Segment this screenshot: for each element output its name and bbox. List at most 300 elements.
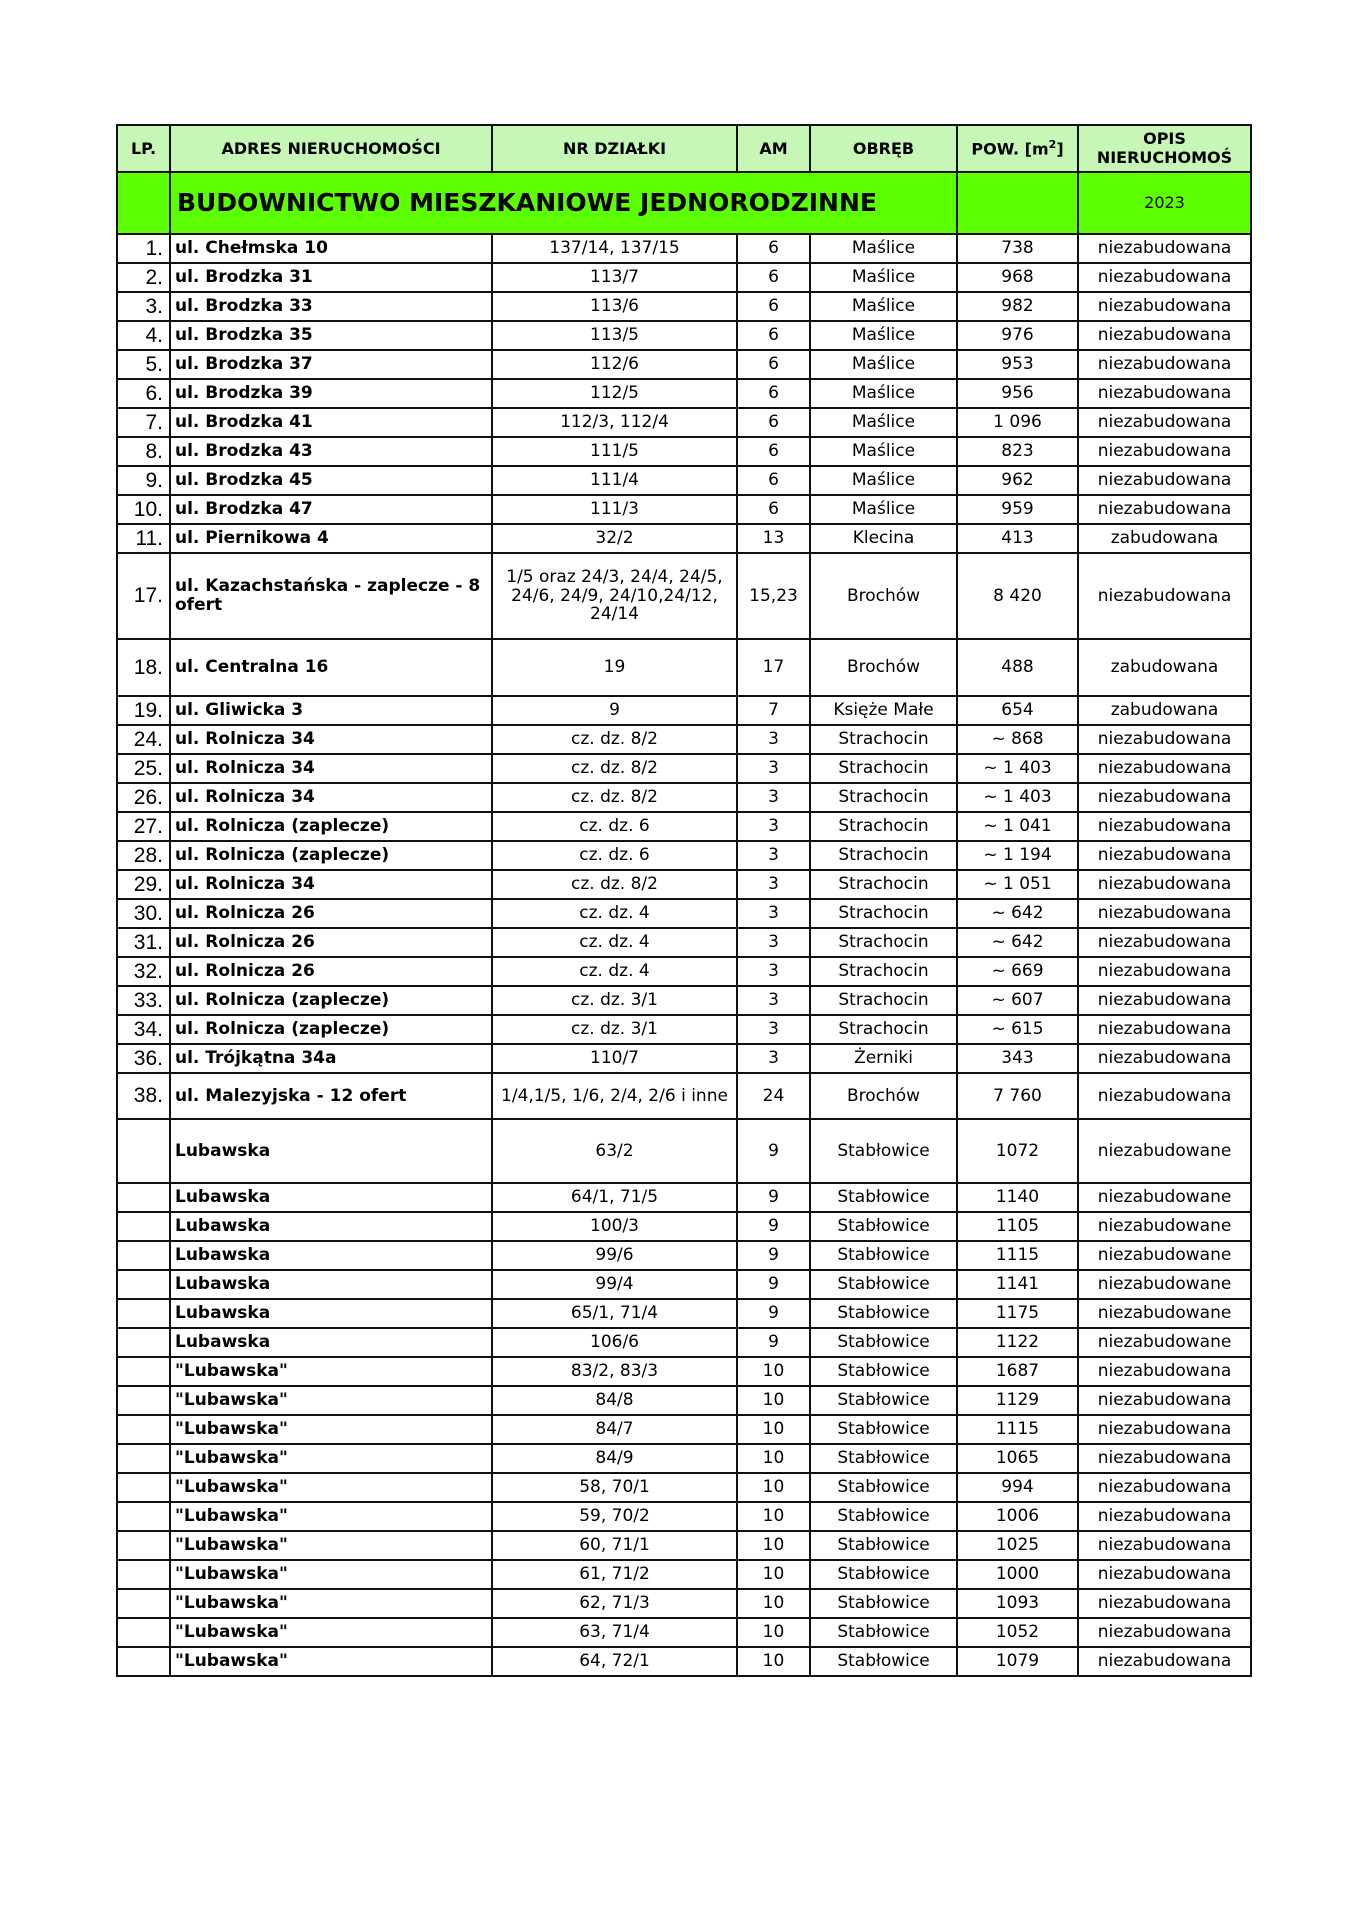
table-row (117, 1502, 1251, 1531)
row-obreb: Maślice (810, 495, 957, 524)
row-am: 3 (737, 986, 810, 1015)
row-opis: niezabudowana (1078, 812, 1251, 841)
row-dzialka: cz. dz. 6 (492, 841, 737, 870)
row-pow: 956 (957, 379, 1078, 408)
row-obreb: Stabłowice (810, 1560, 957, 1589)
row-lp: 32. (117, 957, 170, 986)
row-adres: ul. Rolnicza (zaplecze) (170, 986, 492, 1015)
row-lp (117, 1415, 170, 1444)
section-title: BUDOWNICTWO MIESZKANIOWE JEDNORODZINNE (170, 172, 957, 234)
row-pow: 1025 (957, 1531, 1078, 1560)
row-pow: ~ 1 403 (957, 754, 1078, 783)
row-pow: ~ 642 (957, 899, 1078, 928)
row-dzialka: 84/9 (492, 1444, 737, 1473)
row-pow: ~ 669 (957, 957, 1078, 986)
table-row (117, 754, 1251, 783)
row-lp: 29. (117, 870, 170, 899)
table-row (117, 639, 1251, 696)
row-obreb: Strachocin (810, 812, 957, 841)
row-lp (117, 1531, 170, 1560)
row-dzialka: cz. dz. 3/1 (492, 986, 737, 1015)
row-dzialka: 62, 71/3 (492, 1589, 737, 1618)
row-am: 17 (737, 639, 810, 696)
row-pow: 1115 (957, 1241, 1078, 1270)
table-header-row (117, 125, 1251, 172)
row-dzialka: 58, 70/1 (492, 1473, 737, 1502)
table-row (117, 841, 1251, 870)
row-am: 6 (737, 350, 810, 379)
row-obreb: Księże Małe (810, 696, 957, 725)
row-adres: Lubawska (170, 1212, 492, 1241)
table-row (117, 1531, 1251, 1560)
row-dzialka: cz. dz. 4 (492, 899, 737, 928)
row-obreb: Brochów (810, 1073, 957, 1119)
row-obreb: Maślice (810, 234, 957, 263)
row-lp (117, 1473, 170, 1502)
row-opis: niezabudowane (1078, 1270, 1251, 1299)
row-dzialka: 137/14, 137/15 (492, 234, 737, 263)
row-adres: "Lubawska" (170, 1357, 492, 1386)
row-pow: 1 096 (957, 408, 1078, 437)
row-lp (117, 1386, 170, 1415)
row-opis: zabudowana (1078, 639, 1251, 696)
table-row (117, 1647, 1251, 1676)
row-dzialka: cz. dz. 8/2 (492, 783, 737, 812)
row-adres: ul. Brodzka 45 (170, 466, 492, 495)
header-pow-sup: 2 (1048, 138, 1057, 152)
row-adres: ul. Brodzka 41 (170, 408, 492, 437)
row-lp: 31. (117, 928, 170, 957)
table-row (117, 408, 1251, 437)
row-lp: 24. (117, 725, 170, 754)
row-obreb: Stabłowice (810, 1386, 957, 1415)
row-adres: ul. Rolnicza 26 (170, 899, 492, 928)
row-am: 3 (737, 1044, 810, 1073)
row-dzialka: 113/7 (492, 263, 737, 292)
row-lp: 28. (117, 841, 170, 870)
row-dzialka: 112/5 (492, 379, 737, 408)
row-obreb: Stabłowice (810, 1241, 957, 1270)
row-adres: ul. Gliwicka 3 (170, 696, 492, 725)
row-obreb: Strachocin (810, 841, 957, 870)
header-pow-close: ] (1056, 139, 1064, 159)
row-pow: 8 420 (957, 553, 1078, 639)
header-am: AM (737, 125, 810, 172)
row-adres: Lubawska (170, 1270, 492, 1299)
row-dzialka: cz. dz. 4 (492, 928, 737, 957)
row-lp: 2. (117, 263, 170, 292)
table-row (117, 1015, 1251, 1044)
row-adres: ul. Rolnicza (zaplecze) (170, 812, 492, 841)
row-obreb: Strachocin (810, 928, 957, 957)
row-obreb: Strachocin (810, 725, 957, 754)
row-adres: "Lubawska" (170, 1531, 492, 1560)
row-am: 6 (737, 263, 810, 292)
row-opis: niezabudowana (1078, 1386, 1251, 1415)
row-adres: "Lubawska" (170, 1589, 492, 1618)
row-dzialka: 113/6 (492, 292, 737, 321)
row-dzialka: 59, 70/2 (492, 1502, 737, 1531)
row-dzialka: cz. dz. 4 (492, 957, 737, 986)
row-opis: niezabudowana (1078, 754, 1251, 783)
row-opis: niezabudowana (1078, 1357, 1251, 1386)
row-am: 9 (737, 1328, 810, 1357)
row-lp (117, 1502, 170, 1531)
table-row (117, 1618, 1251, 1647)
table-row (117, 1386, 1251, 1415)
row-dzialka: 19 (492, 639, 737, 696)
row-lp (117, 1299, 170, 1328)
row-adres: ul. Brodzka 35 (170, 321, 492, 350)
row-obreb: Stabłowice (810, 1119, 957, 1183)
row-adres: ul. Brodzka 43 (170, 437, 492, 466)
table-row (117, 870, 1251, 899)
row-pow: 1122 (957, 1328, 1078, 1357)
row-lp (117, 1183, 170, 1212)
row-lp: 4. (117, 321, 170, 350)
row-adres: "Lubawska" (170, 1473, 492, 1502)
row-lp: 33. (117, 986, 170, 1015)
row-am: 3 (737, 957, 810, 986)
row-lp (117, 1241, 170, 1270)
row-lp: 8. (117, 437, 170, 466)
row-am: 10 (737, 1473, 810, 1502)
table-row (117, 553, 1251, 639)
row-opis: niezabudowana (1078, 928, 1251, 957)
row-opis: niezabudowana (1078, 1415, 1251, 1444)
row-adres: ul. Rolnicza 34 (170, 754, 492, 783)
table-row (117, 1212, 1251, 1241)
row-dzialka: 64, 72/1 (492, 1647, 737, 1676)
row-adres: "Lubawska" (170, 1560, 492, 1589)
header-pow-label: POW. [m (971, 139, 1049, 159)
row-lp (117, 1328, 170, 1357)
row-am: 3 (737, 1015, 810, 1044)
row-dzialka: cz. dz. 8/2 (492, 725, 737, 754)
row-am: 10 (737, 1618, 810, 1647)
table-row (117, 1415, 1251, 1444)
row-adres: "Lubawska" (170, 1502, 492, 1531)
row-pow: 7 760 (957, 1073, 1078, 1119)
row-pow: 1129 (957, 1386, 1078, 1415)
row-pow: 654 (957, 696, 1078, 725)
row-adres: ul. Malezyjska - 12 ofert (170, 1073, 492, 1119)
table-row (117, 234, 1251, 263)
table-row (117, 437, 1251, 466)
row-opis: niezabudowana (1078, 899, 1251, 928)
row-opis: niezabudowana (1078, 553, 1251, 639)
row-pow: ~ 1 041 (957, 812, 1078, 841)
row-am: 6 (737, 408, 810, 437)
row-obreb: Maślice (810, 292, 957, 321)
row-lp (117, 1357, 170, 1386)
row-lp: 11. (117, 524, 170, 553)
row-opis: niezabudowana (1078, 1618, 1251, 1647)
row-am: 3 (737, 841, 810, 870)
row-lp (117, 1119, 170, 1183)
table-row (117, 1299, 1251, 1328)
row-dzialka: 111/3 (492, 495, 737, 524)
row-am: 24 (737, 1073, 810, 1119)
row-pow: 1000 (957, 1560, 1078, 1589)
row-adres: ul. Rolnicza 26 (170, 928, 492, 957)
row-lp: 7. (117, 408, 170, 437)
row-opis: niezabudowane (1078, 1241, 1251, 1270)
row-opis: niezabudowana (1078, 783, 1251, 812)
row-dzialka: 61, 71/2 (492, 1560, 737, 1589)
row-am: 6 (737, 495, 810, 524)
row-pow: 1093 (957, 1589, 1078, 1618)
row-adres: ul. Brodzka 33 (170, 292, 492, 321)
header-opis (1078, 125, 1251, 172)
row-pow: 962 (957, 466, 1078, 495)
row-opis: niezabudowane (1078, 1212, 1251, 1241)
row-opis: niezabudowana (1078, 870, 1251, 899)
row-obreb: Maślice (810, 321, 957, 350)
row-obreb: Stabłowice (810, 1183, 957, 1212)
row-lp (117, 1589, 170, 1618)
row-opis: niezabudowane (1078, 1183, 1251, 1212)
row-am: 10 (737, 1589, 810, 1618)
row-opis: niezabudowana (1078, 957, 1251, 986)
row-dzialka: 84/8 (492, 1386, 737, 1415)
row-obreb: Stabłowice (810, 1444, 957, 1473)
row-opis: niezabudowana (1078, 1444, 1251, 1473)
row-pow: 982 (957, 292, 1078, 321)
row-lp: 34. (117, 1015, 170, 1044)
row-am: 13 (737, 524, 810, 553)
table-row (117, 1119, 1251, 1183)
row-pow: 1052 (957, 1618, 1078, 1647)
row-dzialka: 60, 71/1 (492, 1531, 737, 1560)
row-adres: "Lubawska" (170, 1647, 492, 1676)
row-am: 3 (737, 725, 810, 754)
row-adres: ul. Trójkątna 34a (170, 1044, 492, 1073)
row-adres: ul. Rolnicza 26 (170, 957, 492, 986)
row-am: 6 (737, 321, 810, 350)
section-year: 2023 (1078, 172, 1251, 234)
row-lp: 30. (117, 899, 170, 928)
table-row (117, 1183, 1251, 1212)
section-lp-empty (117, 172, 170, 234)
table-row (117, 524, 1251, 553)
row-obreb: Stabłowice (810, 1589, 957, 1618)
row-pow: 976 (957, 321, 1078, 350)
row-lp: 6. (117, 379, 170, 408)
table-row (117, 928, 1251, 957)
row-opis: niezabudowana (1078, 263, 1251, 292)
row-adres: ul. Rolnicza (zaplecze) (170, 841, 492, 870)
row-obreb: Stabłowice (810, 1415, 957, 1444)
row-adres: "Lubawska" (170, 1618, 492, 1647)
table-row (117, 321, 1251, 350)
row-adres: Lubawska (170, 1328, 492, 1357)
header-adres: ADRES NIERUCHOMOŚCI (170, 125, 492, 172)
row-am: 3 (737, 754, 810, 783)
header-opis-line1: OPIS (1143, 129, 1186, 149)
row-am: 3 (737, 783, 810, 812)
row-adres: ul. Brodzka 37 (170, 350, 492, 379)
row-opis: niezabudowana (1078, 437, 1251, 466)
table-row (117, 1073, 1251, 1119)
row-dzialka: 32/2 (492, 524, 737, 553)
row-obreb: Żerniki (810, 1044, 957, 1073)
row-pow: 488 (957, 639, 1078, 696)
row-lp (117, 1270, 170, 1299)
row-obreb: Strachocin (810, 870, 957, 899)
row-adres: ul. Brodzka 47 (170, 495, 492, 524)
section-row (117, 172, 1251, 234)
row-obreb: Maślice (810, 350, 957, 379)
row-obreb: Stabłowice (810, 1299, 957, 1328)
row-lp (117, 1618, 170, 1647)
row-am: 9 (737, 1270, 810, 1299)
table-row (117, 725, 1251, 754)
row-dzialka: 83/2, 83/3 (492, 1357, 737, 1386)
row-lp: 19. (117, 696, 170, 725)
row-dzialka: 1/5 oraz 24/3, 24/4, 24/5, 24/6, 24/9, 24/10,24/12, 24/14 (492, 553, 737, 639)
row-am: 3 (737, 870, 810, 899)
row-dzialka: 9 (492, 696, 737, 725)
row-am: 10 (737, 1647, 810, 1676)
row-am: 10 (737, 1415, 810, 1444)
row-obreb: Brochów (810, 639, 957, 696)
row-lp: 25. (117, 754, 170, 783)
row-adres: ul. Centralna 16 (170, 639, 492, 696)
row-opis: niezabudowana (1078, 986, 1251, 1015)
row-am: 15,23 (737, 553, 810, 639)
table-row (117, 1270, 1251, 1299)
row-opis: niezabudowana (1078, 321, 1251, 350)
row-obreb: Maślice (810, 466, 957, 495)
row-am: 10 (737, 1357, 810, 1386)
row-lp (117, 1444, 170, 1473)
table-row (117, 495, 1251, 524)
row-pow: 1687 (957, 1357, 1078, 1386)
table-row (117, 1560, 1251, 1589)
row-pow: 1141 (957, 1270, 1078, 1299)
row-am: 9 (737, 1119, 810, 1183)
row-opis: niezabudowana (1078, 350, 1251, 379)
table-row (117, 1357, 1251, 1386)
table-row (117, 696, 1251, 725)
row-adres: Lubawska (170, 1299, 492, 1328)
row-obreb: Stabłowice (810, 1647, 957, 1676)
row-dzialka: cz. dz. 6 (492, 812, 737, 841)
row-dzialka: 99/6 (492, 1241, 737, 1270)
row-lp (117, 1212, 170, 1241)
row-adres: Lubawska (170, 1183, 492, 1212)
header-opis-line2: NIERUCHOMOŚ (1096, 147, 1233, 167)
row-pow: ~ 615 (957, 1015, 1078, 1044)
row-adres: ul. Brodzka 31 (170, 263, 492, 292)
row-am: 7 (737, 696, 810, 725)
row-adres: "Lubawska" (170, 1386, 492, 1415)
row-lp: 27. (117, 812, 170, 841)
header-lp: LP. (117, 125, 170, 172)
table-row (117, 466, 1251, 495)
property-table (116, 124, 1252, 1677)
row-am: 9 (737, 1212, 810, 1241)
row-obreb: Maślice (810, 379, 957, 408)
row-obreb: Maślice (810, 437, 957, 466)
row-opis: niezabudowana (1078, 495, 1251, 524)
row-dzialka: cz. dz. 3/1 (492, 1015, 737, 1044)
row-lp: 26. (117, 783, 170, 812)
row-am: 10 (737, 1444, 810, 1473)
row-lp: 17. (117, 553, 170, 639)
table-row (117, 1328, 1251, 1357)
row-dzialka: 64/1, 71/5 (492, 1183, 737, 1212)
row-dzialka: 84/7 (492, 1415, 737, 1444)
row-opis: niezabudowana (1078, 1044, 1251, 1073)
row-obreb: Strachocin (810, 986, 957, 1015)
row-pow: 1105 (957, 1212, 1078, 1241)
row-lp: 18. (117, 639, 170, 696)
row-opis: niezabudowana (1078, 1502, 1251, 1531)
row-obreb: Brochów (810, 553, 957, 639)
row-opis: niezabudowana (1078, 1589, 1251, 1618)
row-dzialka: 100/3 (492, 1212, 737, 1241)
row-obreb: Klecina (810, 524, 957, 553)
row-adres: Lubawska (170, 1241, 492, 1270)
table-row (117, 1044, 1251, 1073)
row-obreb: Stabłowice (810, 1473, 957, 1502)
row-am: 3 (737, 812, 810, 841)
row-am: 10 (737, 1502, 810, 1531)
row-pow: 994 (957, 1473, 1078, 1502)
row-dzialka: 112/6 (492, 350, 737, 379)
header-pow (957, 125, 1078, 172)
row-opis: niezabudowana (1078, 466, 1251, 495)
row-opis: zabudowana (1078, 524, 1251, 553)
row-obreb: Strachocin (810, 783, 957, 812)
row-dzialka: 63, 71/4 (492, 1618, 737, 1647)
row-am: 3 (737, 899, 810, 928)
row-pow: 1140 (957, 1183, 1078, 1212)
row-lp (117, 1647, 170, 1676)
row-obreb: Stabłowice (810, 1212, 957, 1241)
row-adres: Lubawska (170, 1119, 492, 1183)
table-row (117, 263, 1251, 292)
row-dzialka: cz. dz. 8/2 (492, 754, 737, 783)
row-opis: niezabudowana (1078, 234, 1251, 263)
table-row (117, 957, 1251, 986)
table-row (117, 1589, 1251, 1618)
row-obreb: Stabłowice (810, 1502, 957, 1531)
row-dzialka: 113/5 (492, 321, 737, 350)
row-lp: 9. (117, 466, 170, 495)
row-am: 3 (737, 928, 810, 957)
row-dzialka: 106/6 (492, 1328, 737, 1357)
row-dzialka: 111/5 (492, 437, 737, 466)
header-obreb: OBRĘB (810, 125, 957, 172)
table-row (117, 899, 1251, 928)
table-row (117, 1241, 1251, 1270)
row-opis: niezabudowana (1078, 725, 1251, 754)
row-lp: 38. (117, 1073, 170, 1119)
row-am: 6 (737, 437, 810, 466)
row-opis: niezabudowana (1078, 408, 1251, 437)
table-row (117, 350, 1251, 379)
row-pow: 1115 (957, 1415, 1078, 1444)
row-lp: 5. (117, 350, 170, 379)
row-opis: niezabudowana (1078, 841, 1251, 870)
table-row (117, 986, 1251, 1015)
row-obreb: Stabłowice (810, 1531, 957, 1560)
row-am: 6 (737, 466, 810, 495)
row-obreb: Stabłowice (810, 1618, 957, 1647)
